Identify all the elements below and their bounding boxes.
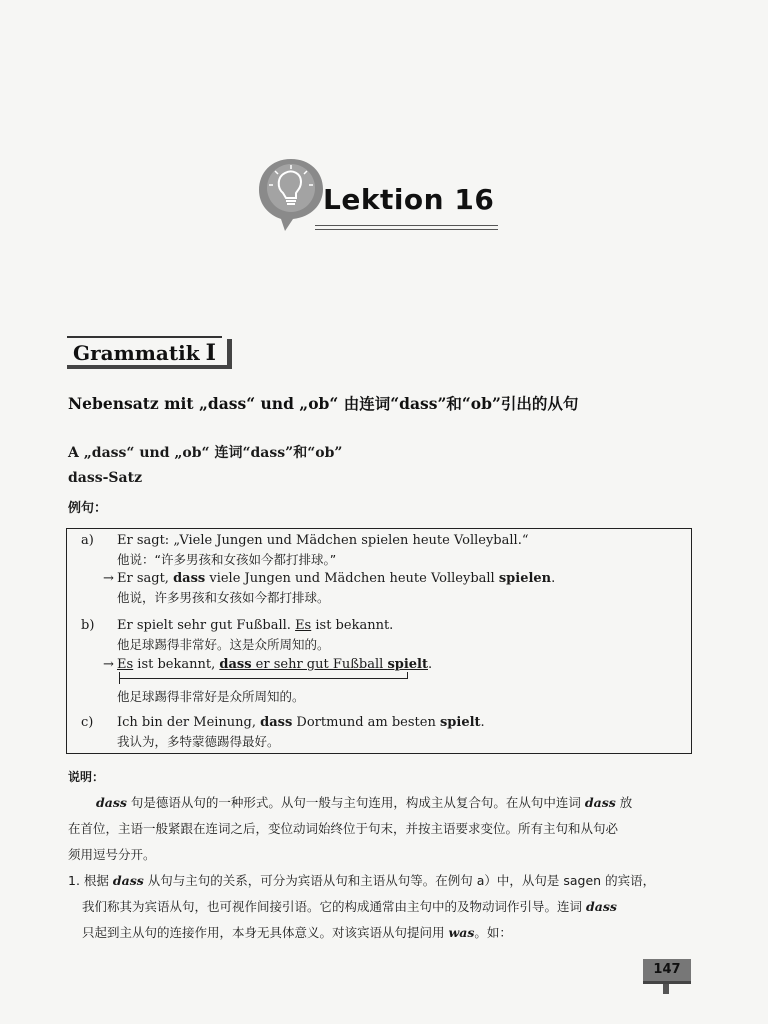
verb: spielt xyxy=(387,657,428,672)
text-fragment: Er sagt, xyxy=(117,571,174,586)
text-fragment: Er spielt sehr gut Fußball. xyxy=(117,618,296,633)
example-letter: a) xyxy=(81,533,94,548)
keyword: dass xyxy=(96,795,127,810)
text-fragment: 。如： xyxy=(474,925,512,940)
text-fragment: . xyxy=(428,657,433,672)
text-fragment: 我们称其为宾语从句，也可视作间接引语。它的构成通常由主句中的及物动词作引导。连词 xyxy=(82,899,586,914)
text-fragment: ist bekannt. xyxy=(311,618,394,633)
text-fragment: 只起到主从句的连接作用，本身无具体意义。对该宾语从句提问用 xyxy=(82,925,449,940)
notes-paragraph-2-line-3 xyxy=(82,920,512,946)
example-label: 例句： xyxy=(68,501,108,516)
text-fragment: 1. 根据 xyxy=(68,873,113,888)
example-letter: c) xyxy=(81,715,94,730)
subject-es: Es xyxy=(295,618,312,633)
text-fragment: er sehr gut Fußball xyxy=(251,657,388,672)
text-fragment: 句是德语从句的一种形式。从句一般与主句连用，构成主从复合句。在从句中连词 xyxy=(126,795,585,810)
lesson-title-rule xyxy=(315,225,498,230)
keyword: dass xyxy=(112,873,144,888)
example-b-line3 xyxy=(117,655,432,674)
text-fragment: 从句与主句的关系，可分为宾语从句和主语从句等。在例句 a）中，从句是 sagen 的宾语， xyxy=(143,873,656,888)
example-a-line3 xyxy=(117,569,555,588)
example-box xyxy=(66,528,692,754)
text-fragment: . xyxy=(480,715,485,730)
example-a-line1: Er sagt: „Viele Jungen und Mädchen spielen heute Volleyball.“ xyxy=(117,533,529,548)
section-heading-roman: I xyxy=(205,340,216,366)
arrow-right-icon: → xyxy=(103,657,114,672)
dass-satz-label: dass-Satz xyxy=(68,470,143,486)
example-a-line4: 他说，许多男孩和女孩如今都打排球。 xyxy=(117,590,330,605)
bracket-right-arrow xyxy=(407,672,408,679)
text-fragment: ist bekannt, xyxy=(133,657,220,672)
example-b-line2: 他足球踢得非常好。这是众所周知的。 xyxy=(117,637,330,652)
keyword: dass xyxy=(584,795,616,810)
text-fragment: Dortmund am besten xyxy=(292,715,440,730)
keyword: was xyxy=(448,925,475,940)
page-tab-tail xyxy=(663,984,669,994)
lesson-title: Lektion 16 xyxy=(323,183,495,216)
section-heading xyxy=(67,336,222,369)
text-fragment: Ich bin der Meinung, xyxy=(117,715,261,730)
text-fragment: viele Jungen und Mädchen heute Volleyball xyxy=(205,571,499,586)
verb: spielt xyxy=(439,715,481,730)
conjunction: dass xyxy=(260,715,293,730)
example-letter: b) xyxy=(81,618,95,633)
keyword: dass xyxy=(585,899,617,914)
example-b-line4: 他足球踢得非常好是众所周知的。 xyxy=(117,689,305,704)
subsection-heading: A „dass“ und „ob“ 连词“dass”和“ob” xyxy=(68,445,343,461)
bracket-line xyxy=(119,678,407,679)
example-a-line2: 他说：“许多男孩和女孩如今都打排球。” xyxy=(117,552,337,567)
notes-paragraph-1-line-1 xyxy=(96,790,632,816)
lesson-header xyxy=(255,155,515,245)
notes-label: 说明： xyxy=(68,770,105,784)
notes-paragraph-2-line-2 xyxy=(82,894,617,920)
subject-es: Es xyxy=(117,657,134,672)
example-c-line1 xyxy=(117,713,485,732)
text-fragment: 放 xyxy=(615,795,633,810)
example-c-line2: 我认为，多特蒙德踢得最好。 xyxy=(117,734,280,749)
notes-paragraph-1-line-2: 在首位，主语一般紧跟在连词之后，变位动词始终位于句末，并按主语要求变位。所有主句和从句必 xyxy=(68,821,619,836)
topic-title: Nebensatz mit „dass“ und „ob“ 由连词“dass”和“ob”引出的从句 xyxy=(68,394,579,413)
page-number: 147 xyxy=(643,959,691,984)
section-heading-text: Grammatik xyxy=(73,341,200,365)
notes-paragraph-2-line-1 xyxy=(68,868,655,894)
arrow-right-icon: → xyxy=(103,571,114,586)
example-b-line1 xyxy=(117,616,393,635)
conjunction: dass xyxy=(219,657,252,672)
lightbulb-icon xyxy=(255,155,329,233)
text-fragment: . xyxy=(551,571,556,586)
notes-paragraph-1-line-3: 须用逗号分开。 xyxy=(68,847,156,862)
dass-clause xyxy=(219,657,428,672)
conjunction: dass xyxy=(173,571,206,586)
verb: spielen xyxy=(498,571,552,586)
